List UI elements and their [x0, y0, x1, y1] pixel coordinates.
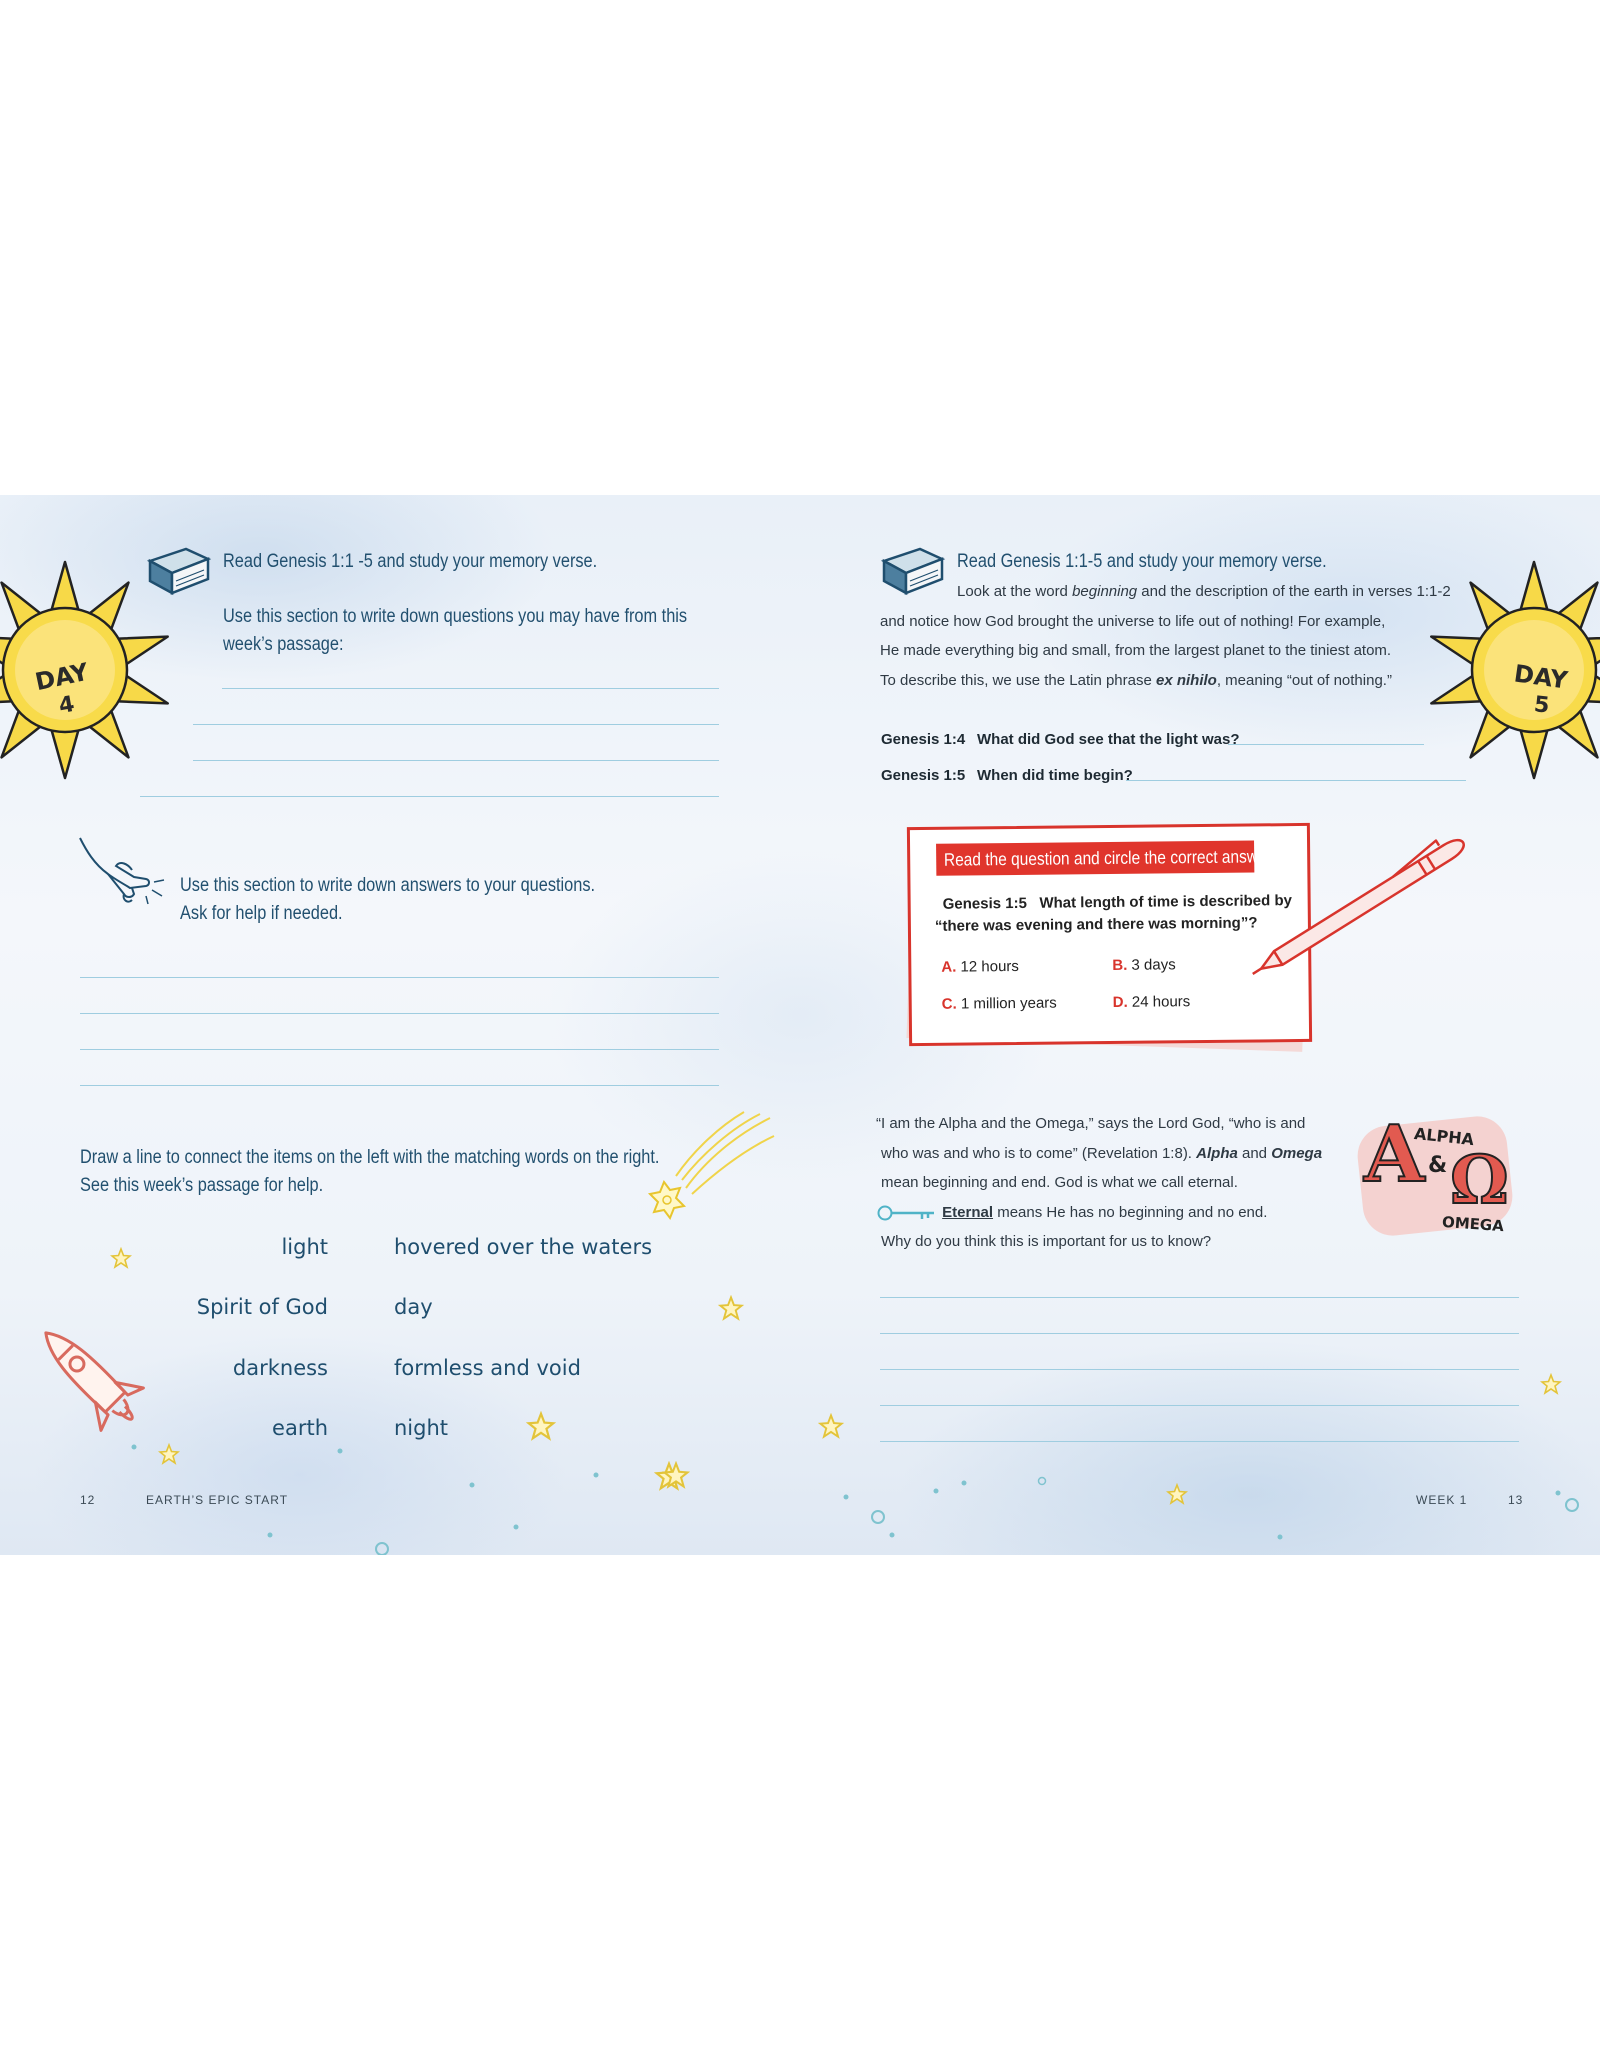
quiz-option[interactable]: [942, 995, 1057, 1013]
option-text: 3 days: [1131, 956, 1176, 974]
omega-word: Omega: [1271, 1144, 1323, 1162]
alpha-label: ALPHA: [1413, 1123, 1475, 1150]
intro-line-1-emphasis: beginning: [1072, 583, 1138, 600]
match-right-item[interactable]: hovered over the waters: [394, 1235, 653, 1259]
verse-line-3: mean beginning and end. God is what we call eternal.: [881, 1174, 1238, 1191]
writing-line[interactable]: [880, 1441, 1519, 1442]
page-number: 12: [80, 1493, 96, 1507]
day-5-number: 5: [1532, 692, 1551, 719]
intro-line-4a: To describe this, we use the Latin phrase: [880, 671, 1156, 689]
quiz-header: Read the question and circle the correct answer.: [943, 846, 1276, 870]
alpha-omega-badge: [1352, 1109, 1522, 1245]
match-left-item[interactable]: Spirit of God: [196, 1295, 328, 1319]
q2-ref: Genesis 1:5: [881, 767, 966, 784]
option-text: 12 hours: [960, 957, 1019, 976]
writing-line[interactable]: [880, 1333, 1519, 1334]
pen-icon: [1238, 825, 1488, 985]
option-text: 24 hours: [1131, 993, 1191, 1011]
q2-text: When did time begin?: [977, 767, 1133, 784]
questions-instruction-line-2: week’s passage:: [223, 634, 344, 655]
match-right-item[interactable]: night: [394, 1416, 449, 1440]
writing-line[interactable]: [880, 1405, 1519, 1406]
right-page: [800, 495, 1600, 1555]
key-definition: means He has no beginning and no end.: [993, 1203, 1268, 1221]
star-icon: [1540, 1373, 1562, 1395]
key-icon: [876, 1204, 938, 1222]
writing-line[interactable]: [193, 760, 719, 761]
read-instruction: Read Genesis 1:1 -5 and study your memory verse.: [223, 551, 598, 572]
star-icon: [110, 1247, 132, 1269]
q1-ref: Genesis 1:4: [881, 731, 966, 748]
writing-line[interactable]: [880, 1369, 1519, 1370]
verse-question: Why do you think this is important for us to know?: [881, 1233, 1212, 1250]
option-letter: C.: [941, 995, 957, 1013]
decorative-dots: [840, 1455, 1600, 1555]
questions-instruction-line-1: Use this section to write down questions you may have from this: [223, 606, 688, 627]
star-icon: [662, 1461, 690, 1489]
intro-line-4-emphasis: ex nihilo: [1156, 671, 1217, 689]
writing-line[interactable]: [193, 724, 719, 725]
writing-line[interactable]: [880, 1297, 1519, 1298]
intro-line-2: and notice how God brought the universe to life out of nothing! For example,: [880, 612, 1386, 630]
shooting-star-icon: [636, 1110, 776, 1230]
match-left-item[interactable]: earth: [272, 1416, 328, 1440]
option-letter: A.: [941, 958, 957, 976]
sun-icon: [1408, 555, 1600, 785]
star-icon: [718, 1295, 744, 1321]
verse-line-1: “I am the Alpha and the Omega,” says the Lord God, “who is and: [876, 1115, 1306, 1132]
day-5-label: DAY: [1512, 659, 1570, 695]
match-right-item[interactable]: formless and void: [394, 1356, 581, 1380]
answer-line[interactable]: [1228, 744, 1424, 745]
verse-block: [876, 1109, 1322, 1257]
omega-label: OMEGA: [1441, 1212, 1505, 1236]
key-term: Eternal: [942, 1203, 994, 1221]
quiz-option[interactable]: [1113, 993, 1191, 1011]
match-instruction-line-2: See this week’s passage for help.: [80, 1175, 324, 1196]
read-instruction: Read Genesis 1:1-5 and study your memory verse.: [957, 551, 1327, 572]
intro-line-1b: and the description of the earth in verses 1:1-2: [1137, 583, 1451, 600]
alpha-letter: A: [1364, 1109, 1425, 1200]
page-number: 13: [1508, 1493, 1524, 1507]
left-page: [0, 495, 800, 1555]
match-left-item[interactable]: darkness: [232, 1356, 328, 1380]
quiz-question-line-1: What length of time is described by: [1039, 892, 1293, 912]
footer-title: EARTH’S EPIC START: [146, 1493, 289, 1507]
writing-line[interactable]: [80, 1013, 719, 1014]
pointing-hand-icon: [76, 830, 176, 910]
writing-line[interactable]: [80, 977, 719, 978]
match-left-item[interactable]: light: [281, 1235, 328, 1259]
verse-and: and: [1237, 1144, 1272, 1162]
alpha-word: Alpha: [1196, 1144, 1238, 1162]
intro-line-1a: Look at the word: [957, 583, 1073, 600]
ampersand: &: [1428, 1153, 1448, 1178]
sun-icon: [0, 555, 190, 785]
answer-line[interactable]: [1126, 780, 1466, 781]
quiz-option[interactable]: [941, 958, 1019, 976]
option-letter: D.: [1112, 993, 1128, 1011]
intro-line-4b: , meaning “out of nothing.”: [1216, 671, 1392, 689]
answers-instruction-line-2: Ask for help if needed.: [180, 903, 343, 924]
verse-line-2a: who was and who is to come” (Revelation 1:8).: [881, 1144, 1197, 1162]
writing-line[interactable]: [140, 796, 719, 797]
day-4-number: 4: [56, 691, 77, 720]
match-instruction-line-1: Draw a line to connect the items on the left with the matching words on the right.: [80, 1147, 660, 1168]
q1-text: What did God see that the light was?: [977, 731, 1240, 748]
writing-line[interactable]: [80, 1085, 719, 1086]
quiz-option[interactable]: [1112, 956, 1176, 974]
star-icon: [818, 1413, 844, 1439]
writing-line[interactable]: [222, 688, 719, 689]
omega-letter: Ω: [1450, 1141, 1509, 1219]
intro-paragraph: [880, 577, 1451, 695]
match-right-item[interactable]: day: [394, 1295, 433, 1319]
week-label: WEEK 1: [1416, 1493, 1468, 1507]
quiz-question-line-2: “there was evening and there was morning”?: [934, 914, 1258, 935]
day-4-label: DAY: [32, 657, 91, 697]
quiz-ref: Genesis 1:5: [942, 894, 1027, 913]
writing-line[interactable]: [80, 1049, 719, 1050]
answers-instruction-line-1: Use this section to write down answers to your questions.: [180, 875, 596, 896]
option-text: 1 million years: [960, 994, 1057, 1013]
quiz-header-bar: [936, 840, 1276, 875]
intro-line-3: He made everything big and small, from the largest planet to the tiniest atom.: [880, 642, 1392, 659]
book-spread: [0, 495, 1600, 1555]
option-letter: B.: [1112, 956, 1128, 974]
